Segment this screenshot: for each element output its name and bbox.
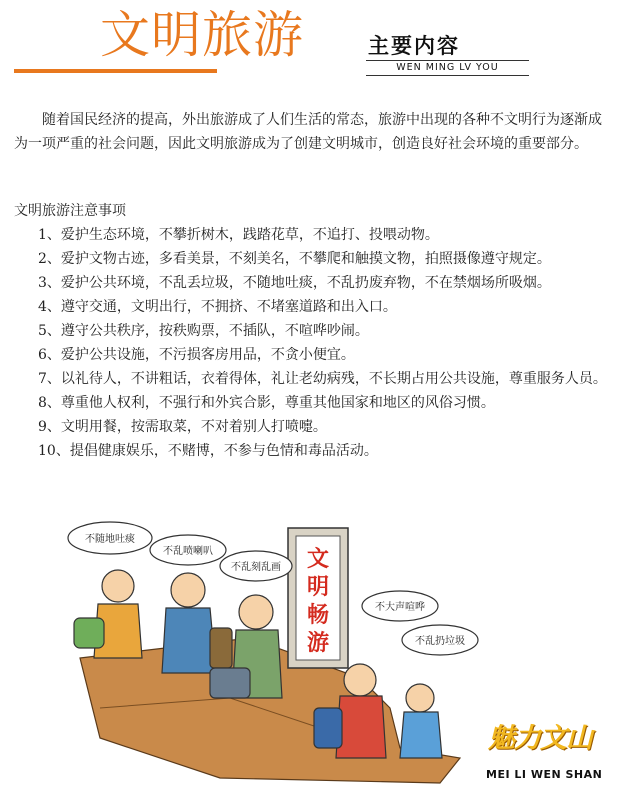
rule-item: 9、文明用餐，按需取菜，不对着别人打喷嚏。 <box>38 419 327 435</box>
speech-bubble <box>362 591 438 621</box>
civilized-travel-sign <box>288 528 348 668</box>
speech-bubble <box>68 522 152 554</box>
page-header <box>0 0 619 80</box>
speech-bubble <box>402 625 478 655</box>
rule-item: 3、爱护公共环境，不乱丢垃圾，不随地吐痰，不乱扔废弃物，不在禁烟场所吸烟。 <box>38 275 551 291</box>
rules-list <box>38 223 608 463</box>
page-subtitle: 主要内容 <box>368 34 460 58</box>
svg-text:不乱刻乱画: 不乱刻乱画 <box>231 562 281 573</box>
traveler-figure <box>74 570 142 658</box>
sign-char: 明 <box>306 574 330 600</box>
page-subtitle-en: WEN MING LV YOU <box>366 60 529 76</box>
sign-char: 游 <box>306 630 330 656</box>
traveler-figure <box>400 684 442 758</box>
speech-bubble <box>220 551 292 581</box>
rule-item: 2、爱护文物古迹，多看美景，不刻美名，不攀爬和触摸文物，拍照摄像遵守规定。 <box>38 251 551 267</box>
rule-item: 8、尊重他人权利，不强行和外宾合影，尊重其他国家和地区的风俗习惯。 <box>38 395 495 411</box>
intro-paragraph: 随着国民经济的提高，外出旅游成了人们生活的常态，旅游中出现的各种不文明行为逐渐成为一项严重的社会问题，因此文明旅游成为了创建文明城市，创造良好社会环境的重要部分。 <box>14 112 602 152</box>
cartoon-illustration <box>60 508 480 793</box>
page-title: 文明旅游 <box>100 6 304 64</box>
logo-text-en: MEI LI WEN SHAN <box>486 768 603 781</box>
rule-item: 7、以礼待人，不讲粗话，衣着得体，礼让老幼病残，不长期占用公共设施，尊重服务人员。 <box>38 371 607 387</box>
logo-text: 魅力文山 <box>488 723 592 754</box>
rule-item: 4、遵守交通，文明出行，不拥挤、不堵塞道路和出入口。 <box>38 299 397 315</box>
sign-char: 文 <box>306 546 330 572</box>
speech-bubble <box>150 535 226 565</box>
title-underline <box>14 69 217 73</box>
svg-text:不乱喷喇叭: 不乱喷喇叭 <box>163 546 213 557</box>
svg-text:不大声喧哗: 不大声喧哗 <box>375 602 425 613</box>
rule-item: 10、提倡健康娱乐，不赌博，不参与色情和毒品活动。 <box>38 443 378 459</box>
svg-text:不乱扔垃圾: 不乱扔垃圾 <box>415 636 465 647</box>
traveler-figure <box>162 573 232 673</box>
sign-char: 畅 <box>306 602 330 628</box>
rule-item: 6、爱护公共设施，不污损客房用品，不贪小便宜。 <box>38 347 355 363</box>
svg-text:不随地吐痰: 不随地吐痰 <box>85 534 135 545</box>
notes-title: 文明旅游注意事项 <box>14 203 126 219</box>
rule-item: 1、爱护生态环境，不攀折树木，践踏花草，不追打、投喂动物。 <box>38 227 439 243</box>
rule-item: 5、遵守公共秩序，按秩购票，不插队，不喧哗吵闹。 <box>38 323 369 339</box>
